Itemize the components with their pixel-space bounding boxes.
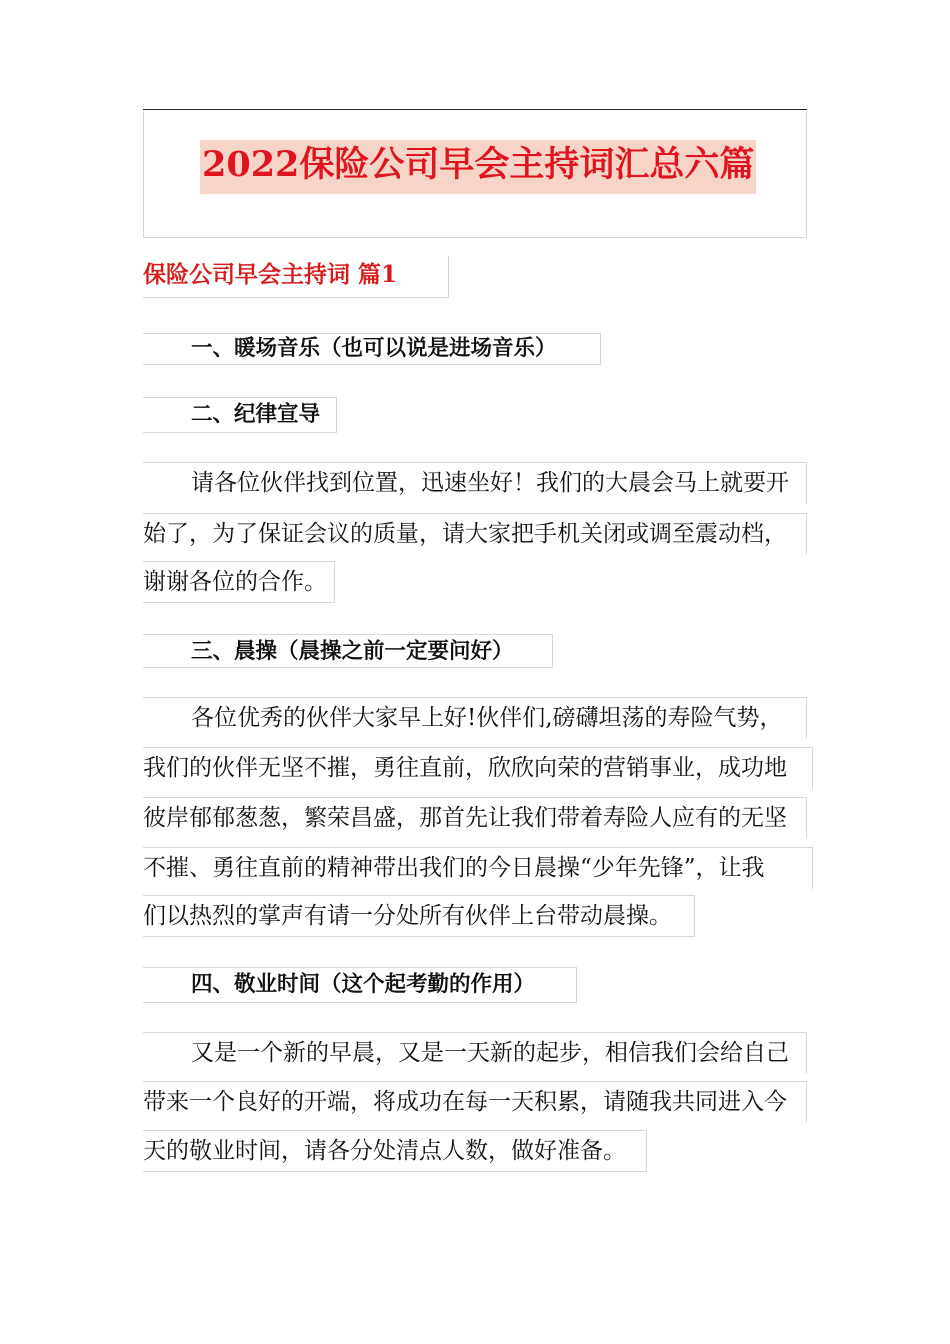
document-subtitle: 保险公司早会主持词 篇1 bbox=[143, 256, 449, 298]
section-heading-morning-exercise: 三、晨操（晨操之前一定要问好） bbox=[143, 634, 553, 668]
section-heading-discipline: 二、纪律宣导 bbox=[143, 397, 337, 433]
paragraph-line: 谢谢各位的合作。 bbox=[143, 561, 335, 603]
paragraph-line: 们以热烈的掌声有请一分处所有伙伴上台带动晨操。 bbox=[143, 895, 695, 937]
paragraph-line: 各位优秀的伙伴大家早上好!伙伴们,磅礴坦荡的寿险气势， bbox=[143, 697, 807, 739]
top-rule bbox=[143, 109, 807, 110]
paragraph-line: 请各位伙伴找到位置，迅速坐好！我们的大晨会马上就要开 bbox=[143, 462, 807, 504]
paragraph-line: 始了，为了保证会议的质量，请大家把手机关闭或调至震动档， bbox=[143, 513, 807, 555]
paragraph-line: 天的敬业时间，请各分处清点人数，做好准备。 bbox=[143, 1130, 647, 1172]
section-heading-dedication-time: 四、敬业时间（这个起考勤的作用） bbox=[143, 967, 577, 1003]
paragraph-line: 又是一个新的早晨，又是一天新的起步，相信我们会给自己 bbox=[143, 1032, 807, 1074]
section-heading-warmup-music: 一、暖场音乐（也可以说是进场音乐） bbox=[143, 333, 601, 365]
paragraph-line: 彼岸郁郁葱葱，繁荣昌盛，那首先让我们带着寿险人应有的无坚 bbox=[143, 797, 807, 839]
paragraph-line: 不摧、勇往直前的精神带出我们的今日晨操“少年先锋”，让我 bbox=[143, 847, 813, 889]
paragraph-line: 带来一个良好的开端，将成功在每一天积累，请随我共同进入今 bbox=[143, 1081, 807, 1123]
paragraph-line: 我们的伙伴无坚不摧，勇往直前，欣欣向荣的营销事业，成功地 bbox=[143, 747, 813, 789]
document-title: 2022保险公司早会主持词汇总六篇 bbox=[200, 140, 756, 194]
